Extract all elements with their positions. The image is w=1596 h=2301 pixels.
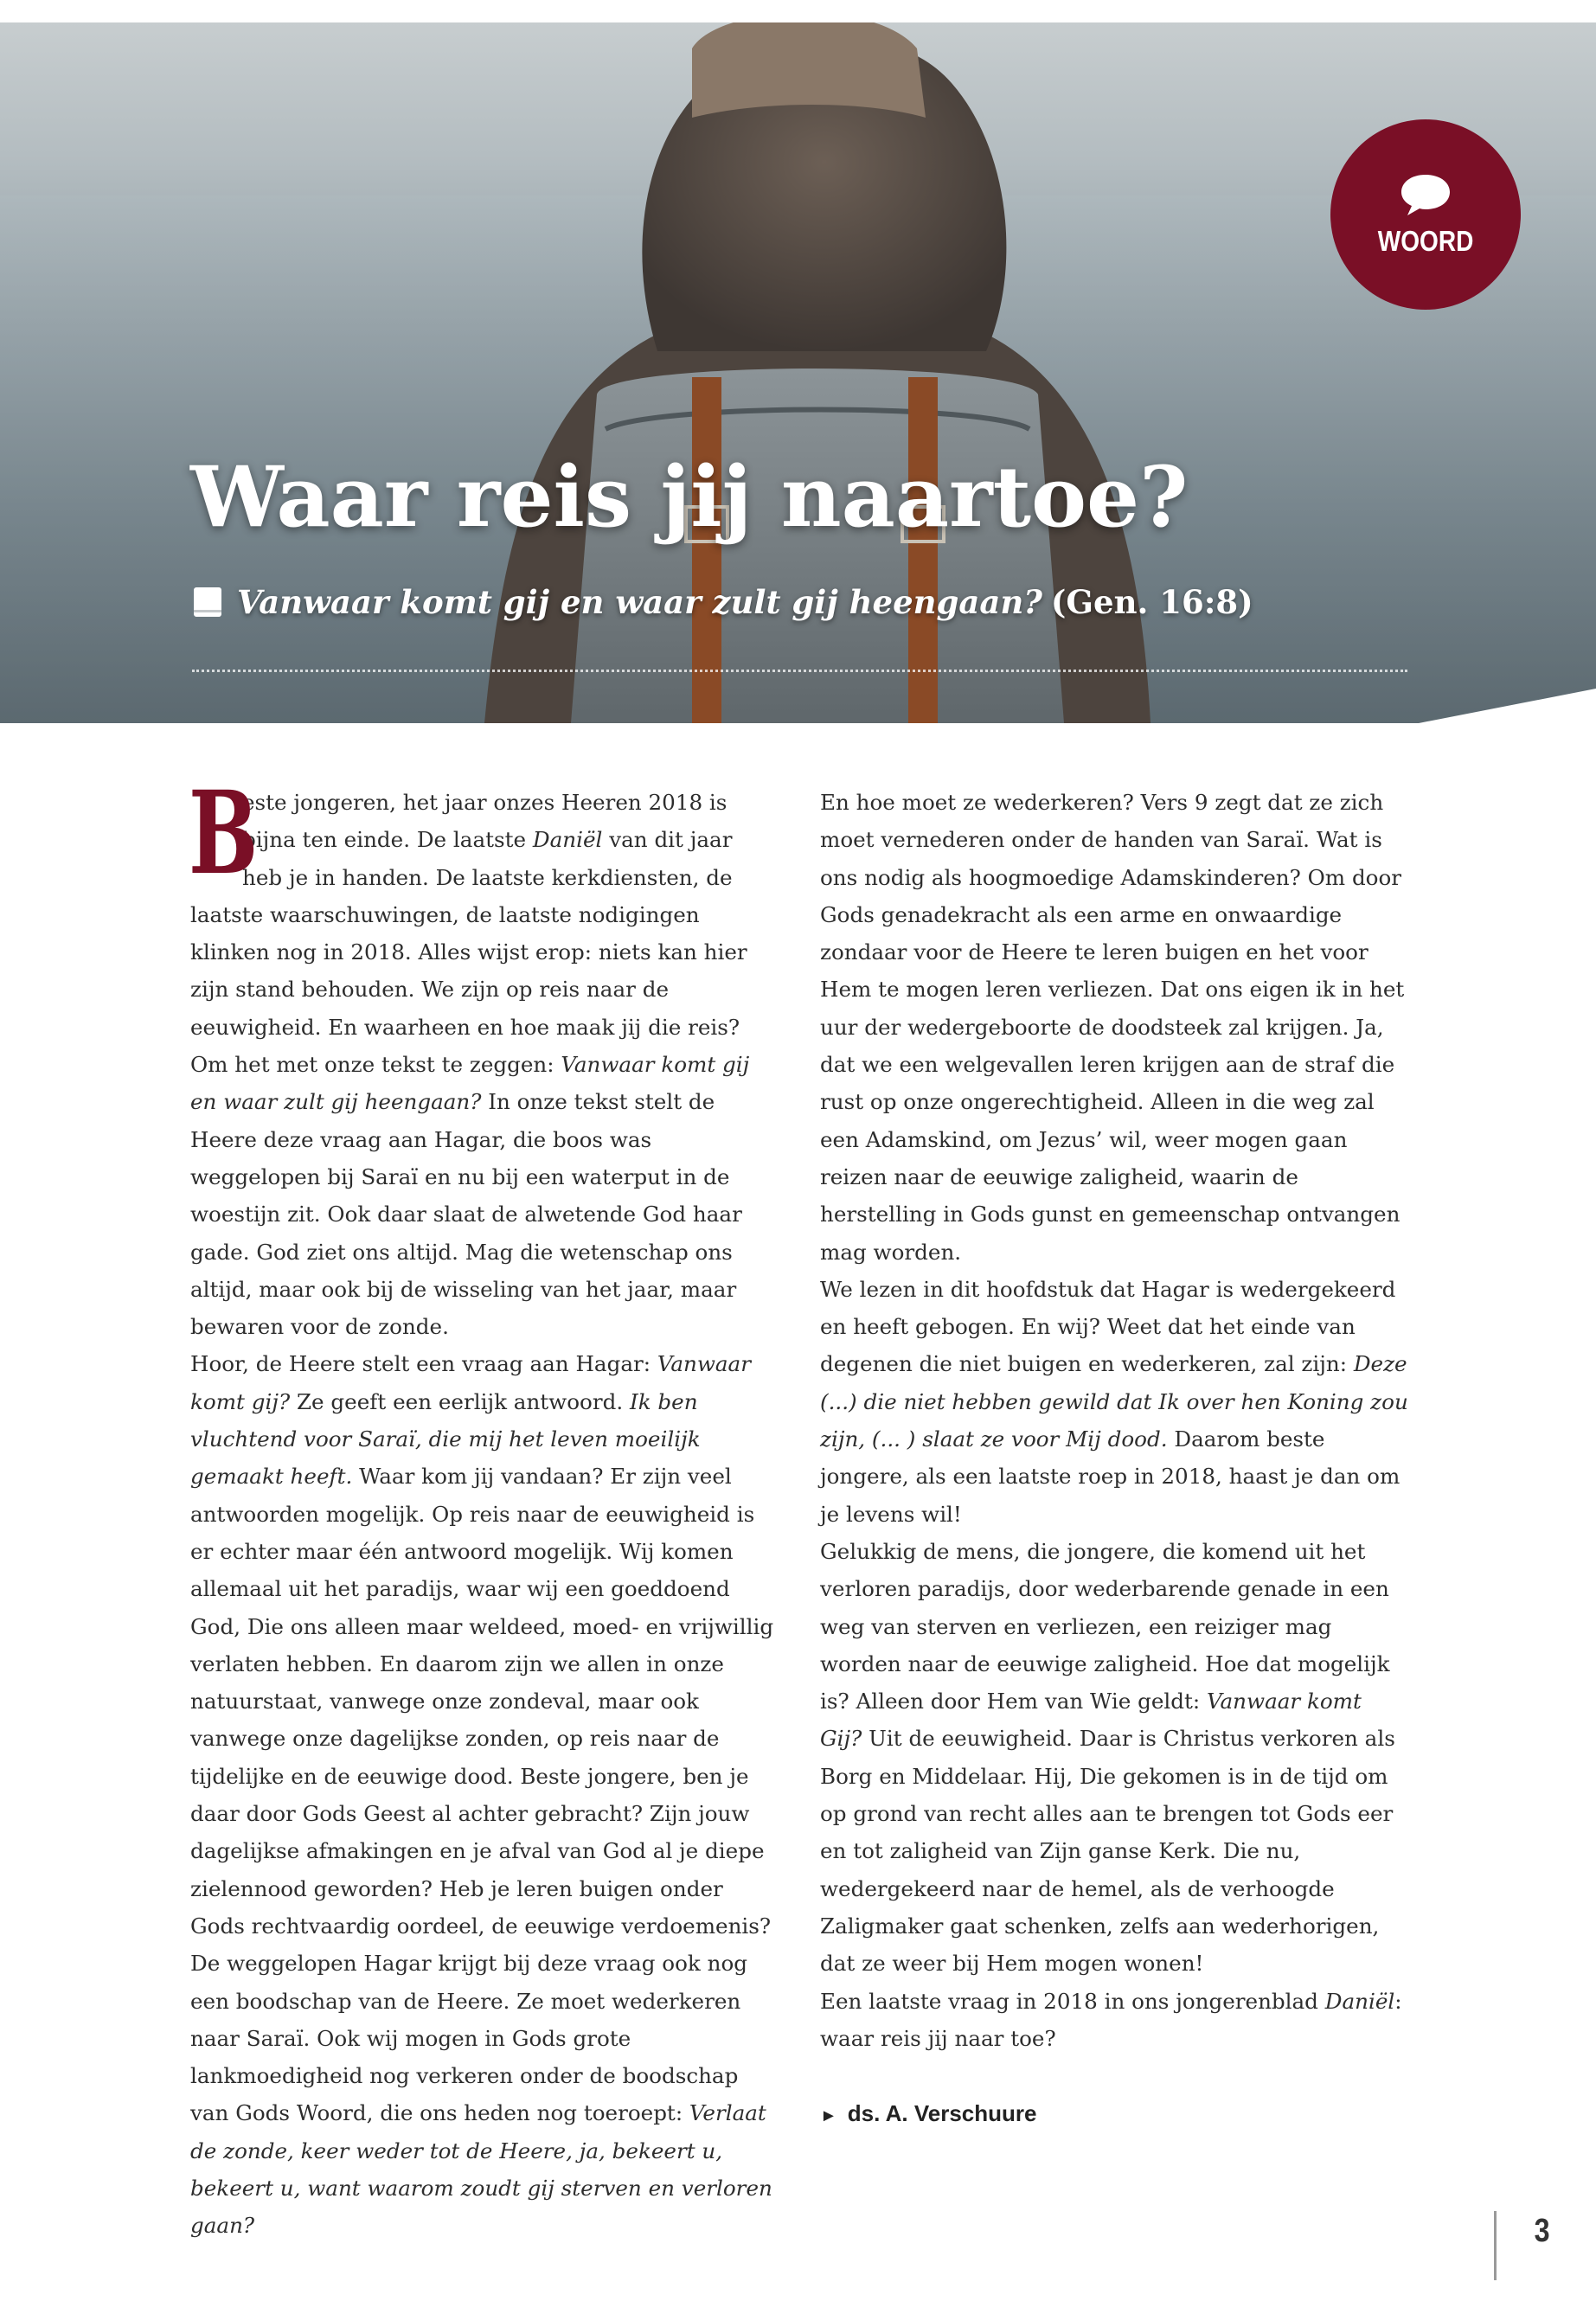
article-paragraph [820,1271,1408,1533]
italic-quote: Daniël [1324,1988,1395,2014]
subtitle-quote: Vanwaar komt gij en waar zult gij heengaan? [237,583,1042,621]
paragraph-text: van dit jaar heb je in handen. De laatste kerkdiensten, de laatste waarschuwingen, de laatste nodigingen klinken nog in 2018. Alles wijst erop: niets kan hier zijn stand behouden. We zijn op reis naar de eeuwigheid. En waarheen en hoe maak jij die reis? Om het met onze tekst te zeggen: [190,827,747,1078]
paragraph-text: Ze geeft een eerlijk antwoord. [290,1388,630,1414]
article-column-left [189,766,779,2245]
article-paragraph [190,1945,779,2244]
speech-bubble-icon [1399,171,1452,218]
article-paragraph [820,1983,1408,2058]
section-badge [1330,119,1521,310]
italic-quote: Verlaat de zonde, keer weder tot de Heere, ja, bekeert u, bekeert u, want waarom zoudt gij sterven en verloren gaan? [190,2100,772,2239]
dotted-divider [192,670,1407,672]
paragraph-text: Een laatste vraag in 2018 in ons jongerenblad [820,1988,1325,2014]
paragraph-text: In onze tekst stelt de Heere deze vraag aan Hagar, die boos was weggelopen bij Saraï en nu bij een waterput in de woestijn zit. Ook daar slaat de alwetende God haar gade. God ziet ons altijd. Mag die wetenschap ons altijd, maar ook bij de wisseling van het jaar, maar bewaren voor de zonde. [190,1089,742,1340]
italic-quote: Vanwaar komt Gij? [820,1689,1362,1752]
italic-quote: Ik ben vluchtend voor Saraï, die mij het leven moeilijk gemaakt heeft. [190,1388,701,1490]
article-paragraph [189,766,779,1345]
article-subtitle [190,583,1253,621]
article-paragraph [190,1345,779,1945]
italic-quote: Daniël [532,827,603,853]
book-icon [190,585,225,619]
paragraph-text: Daarom beste jongere, als een laatste roep in 2018, haast je dan om je levens wil! [820,1426,1401,1527]
drop-cap: B [189,766,259,901]
hero-photo [0,22,1596,723]
paragraph-text: Hoor, de Heere stelt een vraag aan Hagar: [190,1351,657,1377]
article-paragraph [820,784,1408,1271]
italic-quote: Vanwaar komt gij? [190,1351,751,1414]
article-paragraph [820,1533,1408,1983]
subtitle-reference: (Gen. 16:8) [1050,583,1253,621]
page-number-bar [1494,2211,1497,2280]
paragraph-text: Uit de eeuwigheid. Daar is Christus verkoren als Borg en Middelaar. Hij, Die gekomen is in de tijd om op grond van recht alles aan te brengen tot Gods eer en tot zaligheid van Zijn ganse Kerk. Die nu, wedergekeerd naar de hemel, als de verhoogde Zaligmaker gaat schenken, zelfs aan wederhorigen, dat ze weer bij Hem mogen wonen! [820,1726,1395,1977]
paragraph-text: Gelukkig de mens, die jongere, die komend uit het verloren paradijs, door wederbarende genade in een weg van sterven en verliezen, een reiziger mag worden naar de eeuwige zaligheid. Hoe dat mogelijk is? Alleen door Hem van Wie geldt: [820,1538,1390,1715]
author-name: ds. A. Verschuure [847,2100,1037,2127]
italic-quote: Deze (...) die niet hebben gewild dat Ik over hen Koning zou zijn, (... ) slaat ze voor Mij dood. [820,1351,1408,1452]
page-number: 3 [1534,2213,1550,2249]
article-title: Waar reis jij naartoe? [190,448,1189,546]
paragraph-text: De weggelopen Hagar krijgt bij deze vraag ook nog een boodschap van de Heere. Ze moet wederkeren naar Saraï. Ook wij mogen in Gods grote lankmoedigheid nog verkeren onder de boodschap van Gods Woord, die ons heden nog toeroept: [190,1951,747,2126]
arrow-marker-icon: ► [820,2106,837,2126]
paragraph-text: : waar reis jij naar toe? [820,1988,1402,2051]
paragraph-text: En hoe moet ze wederkeren? Vers 9 zegt dat ze zich moet vernederen onder de handen van Saraï. Wat is ons nodig als hoogmoedige Adamskinderen? Om door Gods genadekracht als een arme en onwaardige zondaar voor de Heere te leren buigen en het voor Hem te mogen leren verliezen. Dat ons eigen ik in het uur der wedergeboorte de doodsteek zal krijgen. Ja, dat we een welgevallen leren krijgen aan de straf die rust op onze ongerechtigheid. Alleen in die weg zal een Adamskind, om Jezus’ wil, weer mogen gaan reizen naar de eeuwige zaligheid, waarin de herstelling in Gods gunst en gemeenschap ontvangen mag worden. [820,790,1405,1265]
paragraph-text: Waar kom jij vandaan? Er zijn veel antwoorden mogelijk. Op reis naar de eeuwigheid is er echter maar één antwoord mogelijk. Wij komen allemaal uit het paradijs, waar wij een goeddoend God, Die ons alleen maar weldeed, moed- en vrijwillig verlaten hebben. En daarom zijn we allen in onze natuurstaat, vanwege onze zondeval, maar ook vanwege onze dagelijkse zonden, op reis naar de tijdelijke en de eeuwige dood. Beste jongere, ben je daar door Gods Geest al achter gebracht? Zijn jouw dagelijkse afmakingen en je afval van God al je diepe zielennood geworden? Heb je leren buigen onder Gods rechtvaardig oordeel, de eeuwige verdoemenis? [190,1464,774,1939]
paragraph-text: We lezen in dit hoofdstuk dat Hagar is wedergekeerd en heeft gebogen. En wij? Weet dat het einde van degenen die niet buigen en wederkeren, zal zijn: [820,1276,1396,1377]
article-column-right [820,784,1408,2135]
italic-quote: Vanwaar komt gij en waar zult gij heengaan? [190,1052,750,1115]
badge-label: WOORD [1377,225,1474,257]
author-byline [820,2095,1408,2135]
paragraph-text: este jongeren, het jaar onzes Heeren 2018 is bijna ten einde. De laatste [242,790,727,853]
